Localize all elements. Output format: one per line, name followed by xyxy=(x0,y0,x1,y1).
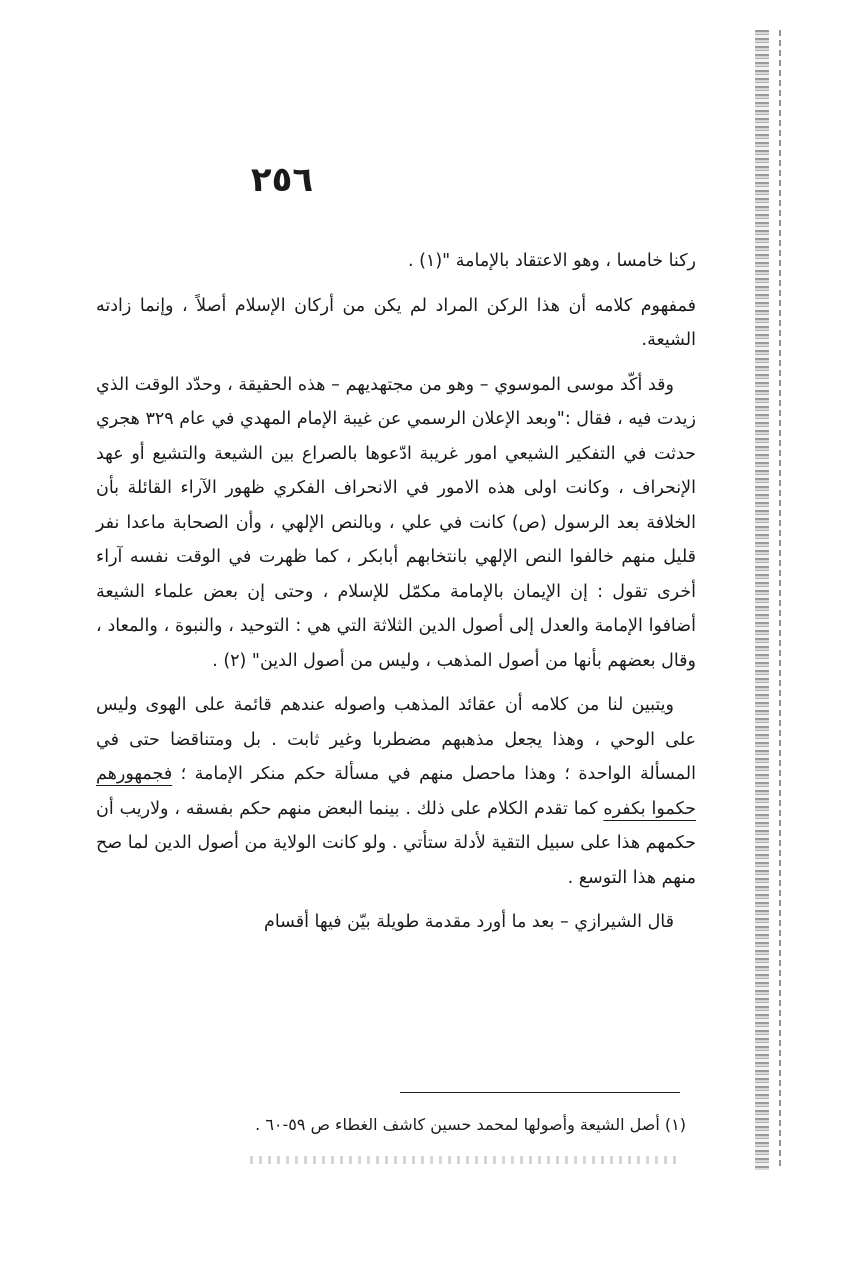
main-text xyxy=(96,244,696,950)
paragraph-4-start: ويتبين لنا من كلامه أن عقائد المذهب واصوله عندهم قائمة على الهوى وليس على الوحي ، وهذا يجعل مذهبهم مضطربا وغير ثابت . بل ومتناقضا حتى في المسألة الواحدة ؛ وهذا ماحصل منهم في مسألة حكم منكر الإمامة ؛ xyxy=(96,695,696,784)
footnote-separator xyxy=(400,1092,680,1093)
underlined-phrase: فجمهورهم حكموا بكفره xyxy=(96,764,696,819)
footnote-1: (١) أصل الشيعة وأصولها لمحمد حسين كاشف الغطاء ص ٥٩-٦٠ . xyxy=(255,1115,686,1134)
paragraph-4 xyxy=(96,688,696,895)
faded-footnote-line xyxy=(250,1156,680,1164)
paragraph-3: وقد أكّد موسى الموسوي – وهو من مجتهديهم – هذه الحقيقة ، وحدّد الوقت الذي زيدت فيه ، فقال :"وبعد الإعلان الرسمي عن غيبة الإمام المهدي في عام ٣٢٩ هجري حدثت في التفكير الشيعي امور غريبة ادّعوها بالصراع بين الشيعة والتشيع أو عهد الإنحراف ، وكانت اولى هذه الامور في الانحراف الفكري ظهور الآراء القائلة بأن الخلافة بعد الرسول (ص) كانت في علي ، وبالنص الإلهي ، وأن الصحابة ماعدا نفر قليل منهم خالفوا النص الإلهي بانتخابهم أبابكر ، كما ظهرت في الوقت نفسه آراء أخرى تقول : إن الإيمان بالإمامة مكمّل للإسلام ، وحتى إن بعض علماء الشيعة أضافوا الإمامة والعدل إلى أصول الدين الثلاثة التي هي : التوحيد ، والنبوة ، والمعاد ، وقال بعضهم بأنها من أصول المذهب ، وليس من أصول الدين" (٢) . xyxy=(96,374,696,671)
paragraph-4-end: كما تقدم الكلام على ذلك . بينما البعض منهم حكم بفسقه ، ولاريب أن حكمهم هذا على سبيل التقية لأدلة ستأتي . ولو كانت الولاية من أصول الدين لما صح منهم هذا التوسع . xyxy=(96,798,696,888)
paragraph-2: فمفهوم كلامه أن هذا الركن المراد لم يكن من أركان الإسلام أصلاً ، وإنما زادته الشيعة. xyxy=(96,295,696,350)
paragraph-1: ركنا خامسا ، وهو الاعتقاد بالإمامة "(١) . xyxy=(407,251,696,271)
paragraph-5: قال الشيرازي – بعد ما أورد مقدمة طويلة بيّن فيها أقسام xyxy=(263,912,674,932)
scan-noise-band xyxy=(755,30,769,1170)
page-number: ٢٥٦ xyxy=(250,160,314,200)
scan-noise-line xyxy=(779,30,781,1170)
scan-binding-edge xyxy=(735,30,795,1170)
